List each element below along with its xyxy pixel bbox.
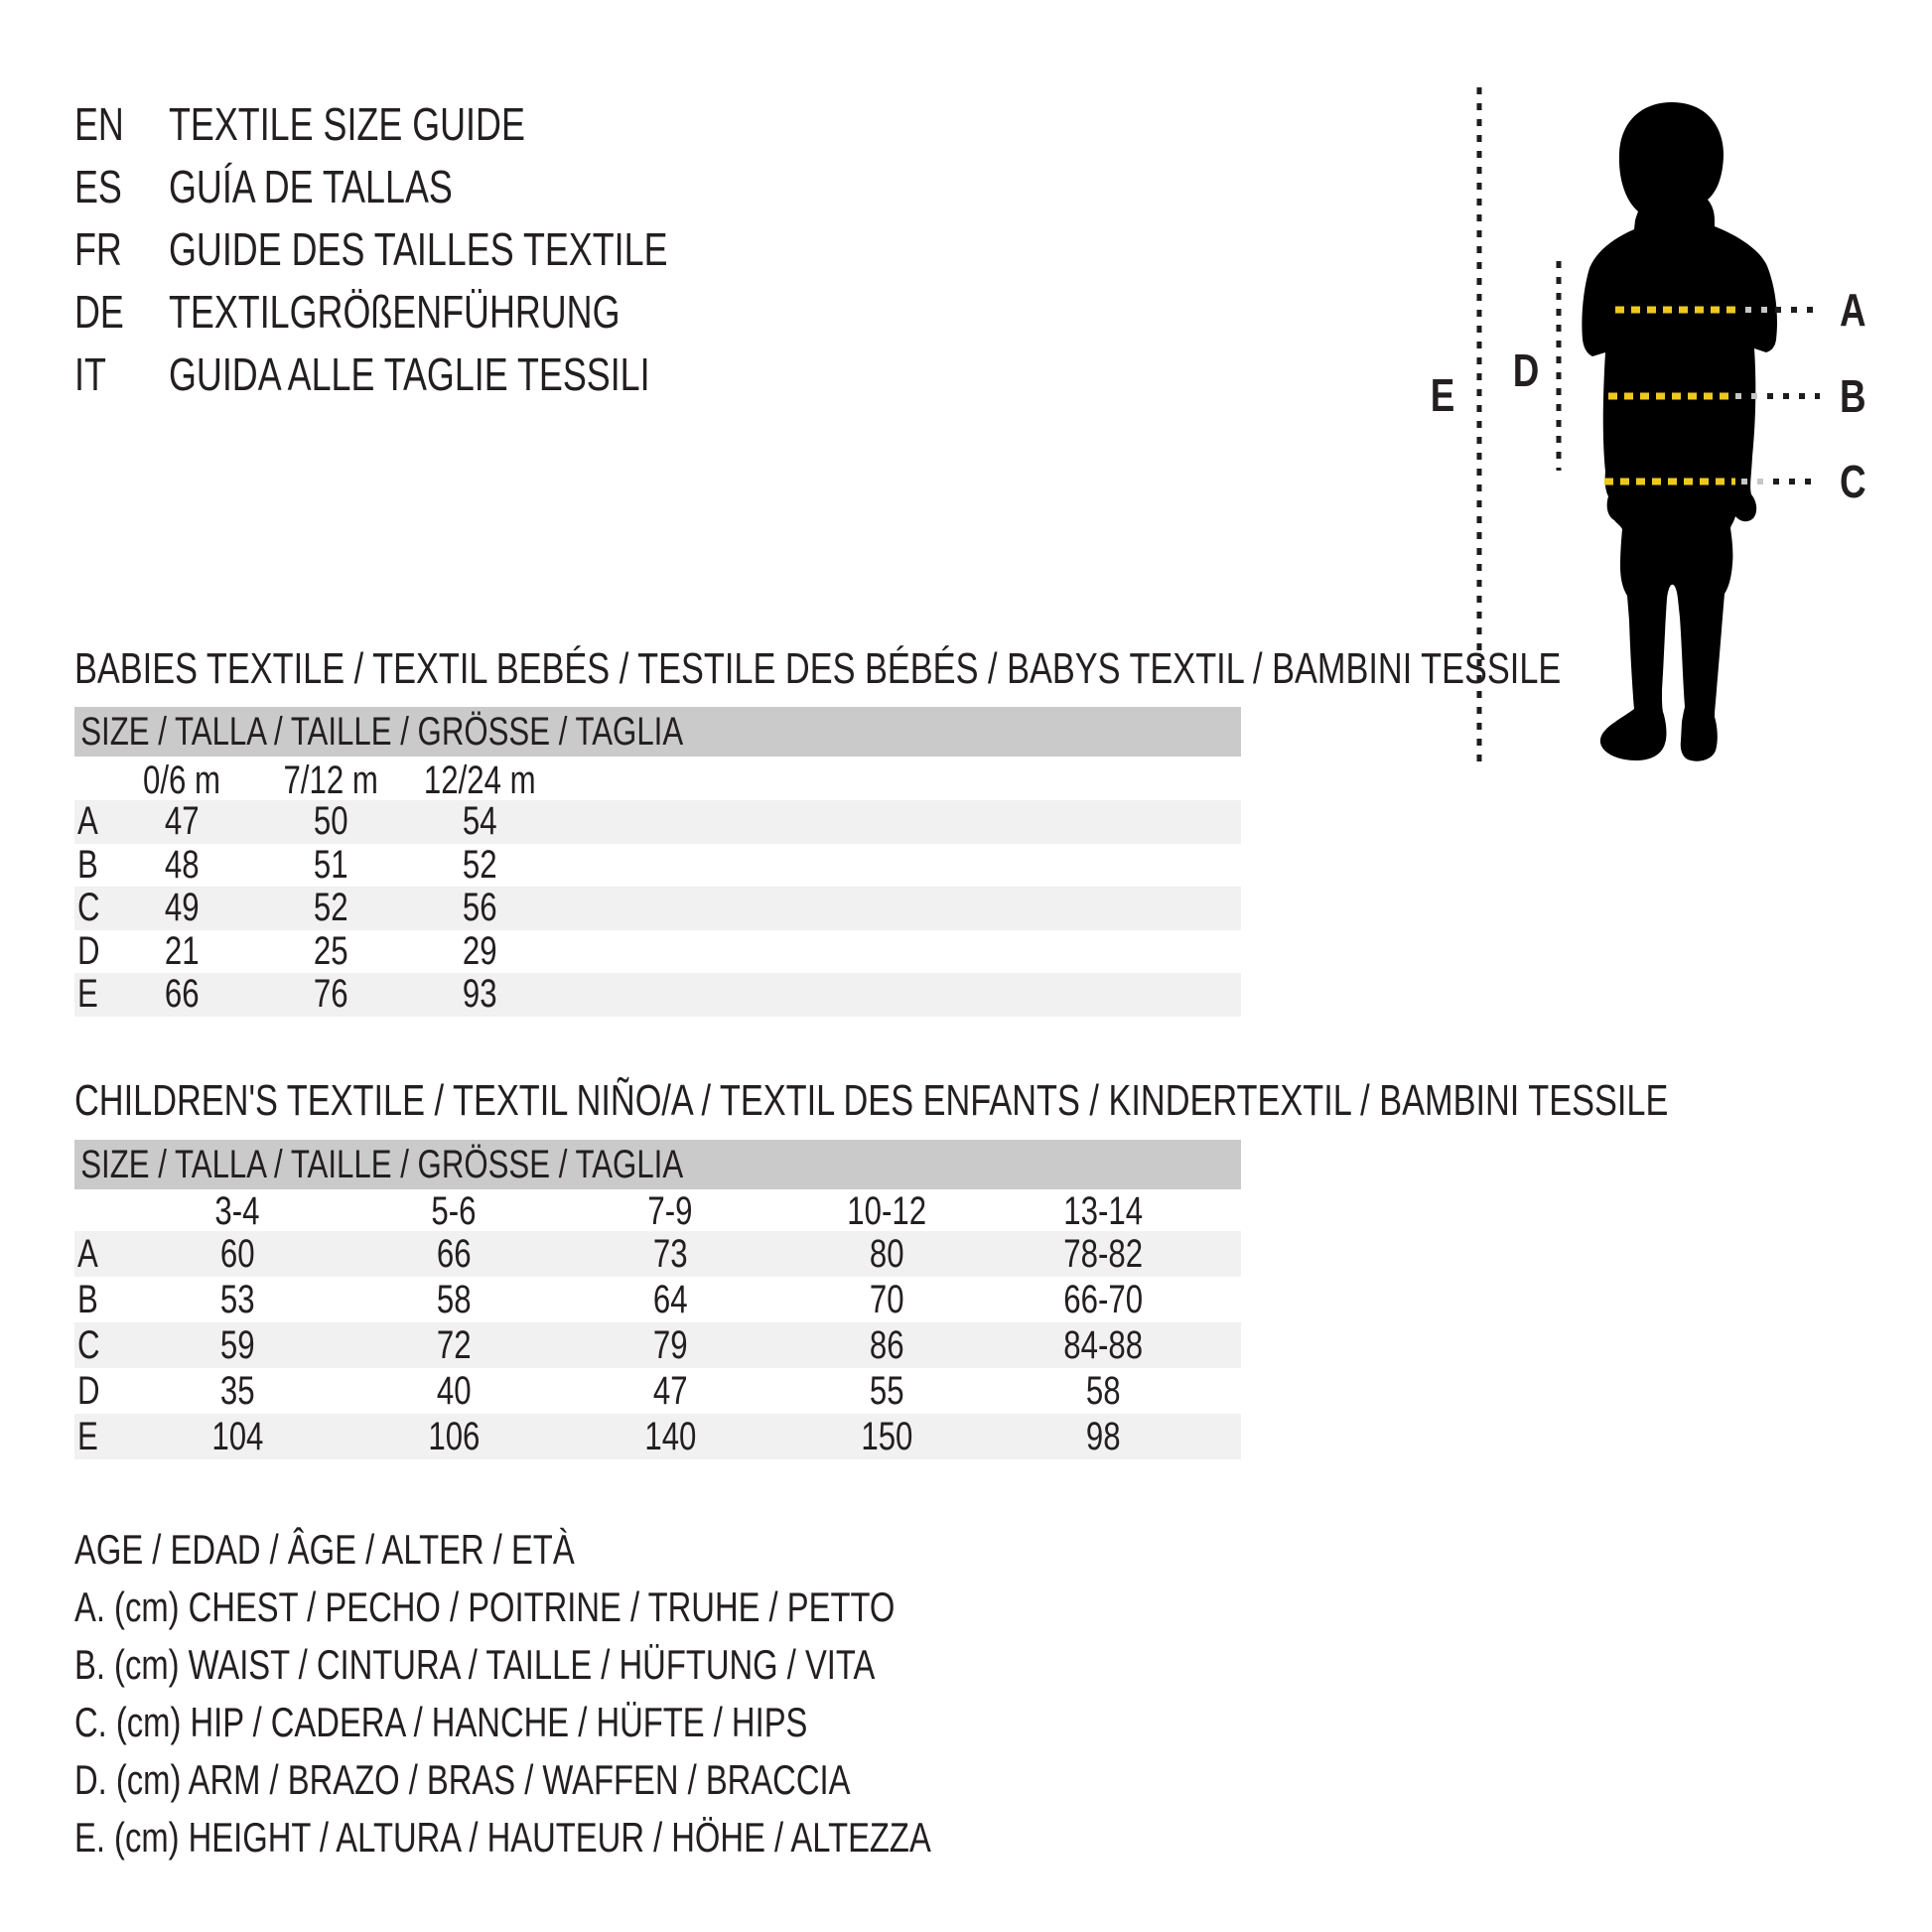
- table-cell: 58: [436, 1277, 472, 1321]
- table-col-header: 5-6: [431, 1188, 477, 1233]
- legend-line-arm: D. (cm) ARM / BRAZO / BRAS / WAFFEN / BRACCIA: [74, 1756, 851, 1803]
- table-cell: 66-70: [1063, 1277, 1143, 1321]
- table-cell: 48: [164, 842, 200, 887]
- table-column-header-row: [74, 760, 1241, 800]
- children-section-heading: [74, 1077, 1932, 1125]
- table-cell: 79: [652, 1322, 688, 1367]
- children-size-table: [74, 1188, 1241, 1459]
- lang-code: IT: [74, 348, 106, 400]
- table-cell: 56: [462, 886, 497, 930]
- table-cell: 50: [313, 799, 348, 844]
- table-row: [74, 1277, 1241, 1322]
- table-cell: 59: [219, 1322, 255, 1367]
- table-cell: 98: [1085, 1414, 1121, 1458]
- lang-code: FR: [74, 223, 122, 275]
- table-cell: 72: [436, 1322, 472, 1367]
- legend-line-hip: C. (cm) HIP / CADERA / HANCHE / HÜFTE / HIPS: [74, 1699, 808, 1745]
- table-col-header: 0/6 m: [142, 758, 221, 802]
- lang-title: GUIDA ALLE TAGLIE TESSILI: [169, 348, 650, 400]
- lang-code: DE: [74, 286, 124, 338]
- table-cell: 60: [219, 1231, 255, 1276]
- measure-label-d: D: [1512, 345, 1540, 396]
- table-cell: 35: [219, 1368, 255, 1413]
- table-cell: 70: [869, 1277, 904, 1321]
- table-cell: 64: [652, 1277, 688, 1321]
- lang-code: EN: [74, 98, 124, 150]
- table-cell: 51: [313, 842, 348, 887]
- table-cell: 80: [869, 1231, 904, 1276]
- table-corner-cell: [74, 759, 107, 803]
- babies-size-table: [74, 760, 1241, 1017]
- babies-size-header-bar: [74, 707, 1241, 757]
- measure-label-c: C: [1840, 456, 1866, 507]
- table-col-header: 3-4: [214, 1188, 260, 1233]
- table-col-header: 13-14: [1063, 1188, 1143, 1233]
- measure-label-b: B: [1840, 370, 1866, 422]
- table-cell: 21: [164, 928, 200, 973]
- table-row: [74, 1322, 1241, 1368]
- babies-section-heading: [74, 645, 1932, 693]
- legend-line-height: E. (cm) HEIGHT / ALTURA / HAUTEUR / HÖHE / ALTEZZA: [74, 1814, 931, 1861]
- table-row: [74, 844, 1241, 888]
- lang-title: GUÍA DE TALLAS: [169, 161, 453, 212]
- babies-size-header-text: SIZE / TALLA / TAILLE / GRÖSSE / TAGLIA: [80, 709, 684, 754]
- table-row: [74, 973, 1241, 1017]
- row-label: E: [77, 972, 98, 1017]
- table-row: [74, 1368, 1241, 1414]
- table-cell: 140: [643, 1414, 697, 1458]
- table-cell: 106: [427, 1414, 481, 1458]
- table-cell: 86: [869, 1322, 904, 1367]
- babies-heading-text: BABIES TEXTILE / TEXTIL BEBÉS / TESTILE DES BÉBÉS / BABYS TEXTIL / BAMBINI TESSILE: [74, 644, 1562, 693]
- row-label: B: [77, 1277, 98, 1321]
- table-cell: 93: [462, 972, 497, 1017]
- table-row: [74, 800, 1241, 844]
- table-cell: 29: [462, 928, 497, 973]
- children-size-header-bar: [74, 1140, 1241, 1189]
- lang-title: TEXTILGRÖßENFÜHRUNG: [169, 286, 621, 338]
- row-label: D: [77, 1368, 100, 1413]
- table-cell: 78-82: [1063, 1231, 1143, 1276]
- table-cell: 73: [652, 1231, 688, 1276]
- table-row: [74, 930, 1241, 974]
- table-cell: 66: [436, 1231, 472, 1276]
- children-heading-text: CHILDREN'S TEXTILE / TEXTIL NIÑO/A / TEXTIL DES ENFANTS / KINDERTEXTIL / BAMBINI TESSILE: [74, 1076, 1669, 1125]
- table-cell: 58: [1085, 1368, 1121, 1413]
- table-cell: 47: [164, 799, 200, 844]
- table-col-header: 10-12: [847, 1188, 926, 1233]
- table-cell: 47: [652, 1368, 688, 1413]
- table-cell: 53: [219, 1277, 255, 1321]
- measure-label-e: E: [1430, 369, 1455, 421]
- table-cell: 54: [462, 799, 497, 844]
- row-label: A: [77, 1231, 98, 1276]
- legend-line-chest: A. (cm) CHEST / PECHO / POITRINE / TRUHE / PETTO: [74, 1584, 896, 1630]
- row-label: D: [77, 928, 100, 973]
- table-cell: 150: [860, 1414, 913, 1458]
- children-size-header-text: SIZE / TALLA / TAILLE / GRÖSSE / TAGLIA: [80, 1142, 684, 1186]
- table-row: [74, 1231, 1241, 1277]
- table-cell: 49: [164, 886, 200, 930]
- row-label: C: [77, 1322, 100, 1367]
- table-cell: 66: [164, 972, 200, 1017]
- table-column-header-row: [74, 1188, 1241, 1233]
- table-cell: 52: [462, 842, 497, 887]
- table-cell: 40: [436, 1368, 472, 1413]
- row-label: E: [77, 1414, 98, 1458]
- row-label: C: [77, 886, 100, 930]
- table-cell: 104: [210, 1414, 264, 1458]
- measure-label-a: A: [1840, 284, 1866, 336]
- lang-title: TEXTILE SIZE GUIDE: [169, 98, 525, 150]
- lang-code: ES: [74, 161, 122, 212]
- legend-line-waist: B. (cm) WAIST / CINTURA / TAILLE / HÜFTUNG / VITA: [74, 1641, 876, 1688]
- row-label: B: [77, 842, 98, 887]
- row-label: A: [77, 799, 98, 844]
- table-row: [74, 1414, 1241, 1459]
- legend-line-age: AGE / EDAD / ÂGE / ALTER / ETÀ: [74, 1526, 575, 1573]
- table-cell: 25: [313, 928, 348, 973]
- table-row: [74, 887, 1241, 930]
- table-corner-cell: [74, 1189, 129, 1234]
- table-col-header: 7-9: [647, 1188, 693, 1233]
- table-cell: 55: [869, 1368, 904, 1413]
- measurement-legend: [74, 1521, 1173, 1866]
- table-cell: 76: [313, 972, 348, 1017]
- table-cell: 84-88: [1063, 1322, 1143, 1367]
- table-col-header: 12/24 m: [423, 758, 536, 802]
- table-col-header: 7/12 m: [283, 758, 378, 802]
- table-cell: 52: [313, 886, 348, 930]
- lang-title: GUIDE DES TAILLES TEXTILE: [169, 223, 668, 275]
